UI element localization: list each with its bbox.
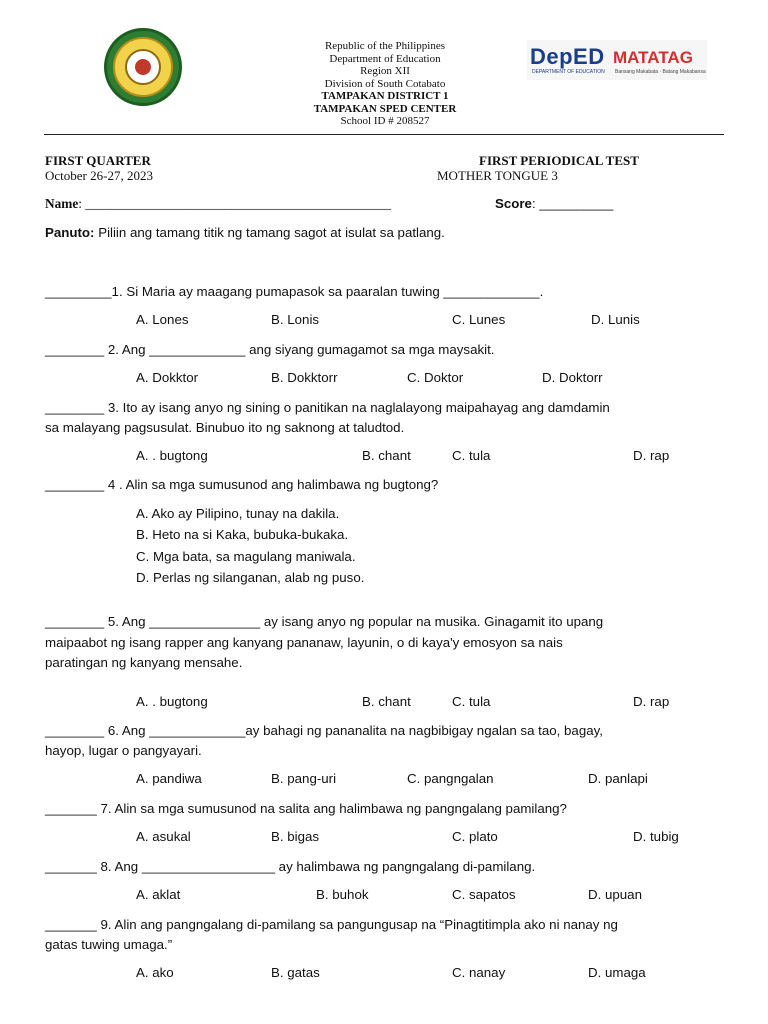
q4-option-d: D. Perlas ng silanganan, alab ng puso. <box>136 570 365 585</box>
score-blank[interactable]: : __________ <box>531 196 614 211</box>
q3-option-c: C. tula <box>452 448 491 463</box>
test-date: October 26-27, 2023 <box>45 168 153 183</box>
q4-option-c: C. Mga bata, sa magulang maniwala. <box>136 549 356 564</box>
question-8: _______ 8. Ang __________________ ay halimbawa ng pangngalang di-pamilang. <box>45 859 536 874</box>
q6-option-c: C. pangngalan <box>407 771 494 786</box>
matatag-logo-subtext: Bansang Makabata · Batang Makabansa <box>615 69 706 75</box>
question-5-line-3: paratingan ng kanyang mensahe. <box>45 655 243 670</box>
question-1: _________1. Si Maria ay maagang pumapasok sa paaralan tuwing _____________. <box>45 284 544 299</box>
header-school: TAMPAKAN SPED CENTER <box>313 102 457 115</box>
seal-ring <box>113 37 173 97</box>
q6-option-a: A. pandiwa <box>136 771 202 786</box>
question-5-line-2: maipaabot ng isang rapper ang kanyang pananaw, layunin, o di kaya'y emosyon sa nais <box>45 635 563 650</box>
instructions-text: Piliin ang tamang titik ng tamang sagot at isulat sa patlang. <box>94 225 445 240</box>
q2-option-a: A. Dokktor <box>136 370 199 385</box>
question-5-line-1: ________ 5. Ang _______________ ay isang anyo ng popular na musika. Ginagamit ito upang <box>45 614 604 629</box>
name-field[interactable] <box>45 196 391 212</box>
q8-option-b: B. buhok <box>316 887 369 902</box>
question-3-line-2: sa malayang pagsusulat. Binubuo ito ng saknong at taludtod. <box>45 420 405 435</box>
instructions <box>45 225 445 240</box>
name-label: Name <box>45 196 79 211</box>
q2-option-d: D. Doktorr <box>542 370 603 385</box>
q8-option-a: A. aklat <box>136 887 181 902</box>
question-9-line-1: _______ 9. Alin ang pangngalang di-pamilang sa pangungusap na “Pinagtitimpla ako ni nanay ng <box>45 917 618 932</box>
q9-option-d: D. umaga <box>588 965 646 980</box>
deped-logo-subtext: DEPARTMENT OF EDUCATION <box>532 69 605 75</box>
header-line-region: Region XII <box>360 65 410 77</box>
q3-option-a: A. . bugtong <box>136 448 208 463</box>
question-6-line-2: hayop, lugar o pangyayari. <box>45 743 202 758</box>
q6-option-d: D. panlapi <box>588 771 648 786</box>
q7-option-b: B. bigas <box>271 829 320 844</box>
q2-option-b: B. Dokktorr <box>271 370 338 385</box>
q2-option-c: C. Doktor <box>407 370 464 385</box>
q5-option-a: A. . bugtong <box>136 694 208 709</box>
name-blank[interactable]: : ______________________________________________ <box>78 196 392 211</box>
q1-option-a: A. Lones <box>136 312 189 327</box>
q3-option-d: D. rap <box>633 448 670 463</box>
score-label: Score <box>495 196 532 211</box>
q4-option-a: A. Ako ay Pilipino, tunay na dakila. <box>136 506 340 521</box>
q1-option-d: D. Lunis <box>591 312 640 327</box>
q9-option-c: C. nanay <box>452 965 506 980</box>
q3-option-b: B. chant <box>362 448 411 463</box>
matatag-logo-text: MATATAG <box>613 48 693 67</box>
q5-option-b: B. chant <box>362 694 411 709</box>
question-6-line-1: ________ 6. Ang _____________ay bahagi ng pananalita na nagbibigay ngalan sa tao, bagay, <box>45 723 603 738</box>
header-school-id: School ID # 208527 <box>340 115 430 127</box>
seal-emblem <box>125 49 161 85</box>
school-seal-logo <box>104 28 182 106</box>
q8-option-c: C. sapatos <box>452 887 516 902</box>
quarter-label: FIRST QUARTER <box>45 153 151 168</box>
header-divider <box>44 134 724 135</box>
q5-option-d: D. rap <box>633 694 670 709</box>
q9-option-b: B. gatas <box>271 965 320 980</box>
question-4: ________ 4 . Alin sa mga sumusunod ang halimbawa ng bugtong? <box>45 477 439 492</box>
q7-option-a: A. asukal <box>136 829 191 844</box>
q8-option-d: D. upuan <box>588 887 642 902</box>
test-subject: MOTHER TONGUE 3 <box>437 168 558 183</box>
header-block <box>250 40 520 128</box>
header-district: TAMPAKAN DISTRICT 1 <box>321 90 449 102</box>
q1-option-b: B. Lonis <box>271 312 320 327</box>
q4-option-b: B. Heto na si Kaka, bubuka-bukaka. <box>136 527 349 542</box>
deped-logo-text: DepED <box>530 44 605 69</box>
test-title: FIRST PERIODICAL TEST <box>479 153 639 168</box>
q7-option-d: D. tubig <box>633 829 679 844</box>
q9-option-a: A. ako <box>136 965 174 980</box>
header-line-republic: Republic of the Philippines <box>324 40 446 52</box>
score-field[interactable] <box>495 196 613 212</box>
question-3-line-1: ________ 3. Ito ay isang anyo ng sining o panitikan na naglalayong maipahayag ang damdamin <box>45 400 610 415</box>
q7-option-c: C. plato <box>452 829 498 844</box>
question-9-line-2: gatas tuwing umaga.” <box>45 937 173 952</box>
q6-option-b: B. pang-uri <box>271 771 337 786</box>
header-line-department: Department of Education <box>329 52 441 65</box>
instructions-label: Panuto: <box>45 225 95 240</box>
question-2: ________ 2. Ang _____________ ang siyang gumagamot sa mga maysakit. <box>45 342 495 357</box>
header-line-division: Division of South Cotabato <box>324 77 446 90</box>
q5-option-c: C. tula <box>452 694 491 709</box>
q1-option-c: C. Lunes <box>452 312 506 327</box>
question-7: _______ 7. Alin sa mga sumusunod na salita ang halimbawa ng pangngalang pamilang? <box>45 801 567 816</box>
